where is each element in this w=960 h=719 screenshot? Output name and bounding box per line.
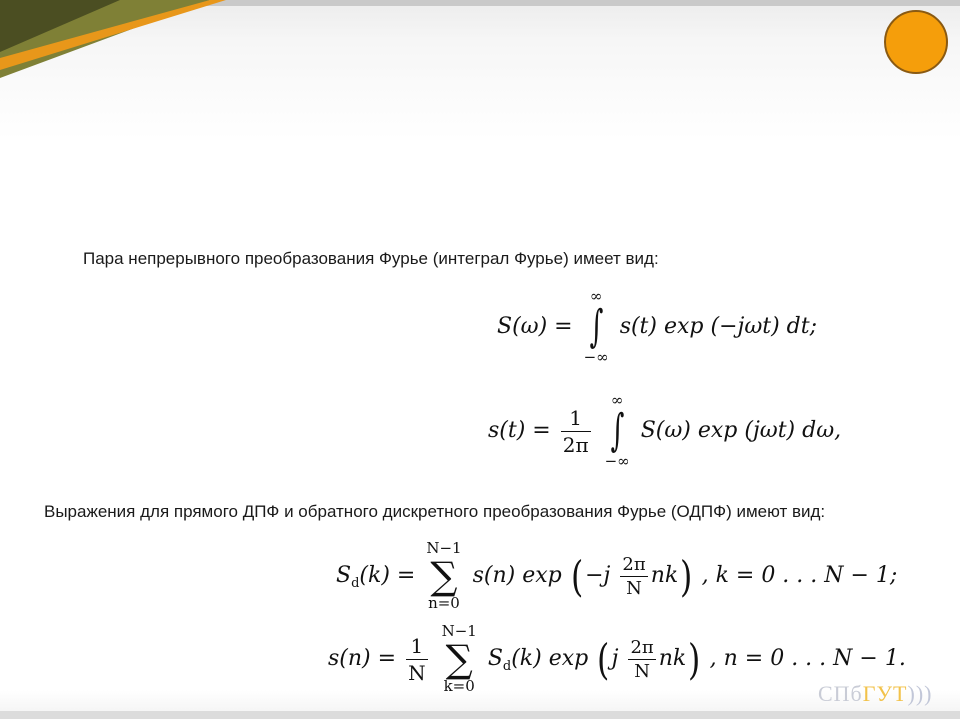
- fraction: [620, 554, 647, 599]
- fraction-numerator: 1: [561, 406, 591, 432]
- sum-sign: N−1 ∑ k=0: [441, 622, 477, 695]
- sum-upper-limit: N−1: [441, 622, 477, 640]
- formula-term: (k) exp: [511, 646, 589, 671]
- fraction-numerator: 1: [406, 634, 428, 660]
- formula-body: s(t) exp (−jωt) dt;: [619, 314, 818, 339]
- formula-body: S(ω) exp (jωt) dω,: [640, 418, 842, 443]
- formula-range: , n = 0 . . . N − 1.: [709, 646, 906, 671]
- formula-fourier-inverse: [488, 392, 841, 470]
- sum-sign: N−1 ∑ n=0: [426, 539, 462, 612]
- fraction-denominator: N: [634, 660, 650, 682]
- integral-lower-limit: −∞: [604, 452, 630, 470]
- fraction: [406, 634, 428, 685]
- formula-term: s(n) exp: [472, 563, 562, 588]
- formula-lhs: s(n) =: [328, 646, 397, 671]
- sum-lower-limit: k=0: [443, 677, 475, 695]
- orange-circle: [884, 10, 948, 74]
- formula-lhs-argument: (k) =: [359, 563, 416, 588]
- fraction-denominator: N: [626, 577, 642, 599]
- sum-lower-limit: n=0: [428, 594, 460, 612]
- formula-range: , k = 0 . . . N − 1;: [701, 563, 898, 588]
- university-logo: [818, 681, 932, 707]
- fraction: [561, 406, 591, 457]
- bottom-frame-strip: [0, 711, 960, 719]
- formula-term-symbol: S: [487, 646, 503, 671]
- exponent-prefix: j: [611, 646, 619, 671]
- exponent-prefix: −j: [585, 563, 611, 588]
- logo-text-1: СПб: [818, 681, 863, 706]
- fraction-numerator: 2π: [622, 553, 646, 575]
- corner-decoration: [0, 0, 960, 120]
- formula-dft: $S_d(k)$ = N−1 ∑ n=0 s(n) exp (−j $\frac{2\pi}{N}$ nk) , k = 0 . . . N − 1;: [336, 539, 898, 612]
- integral-upper-limit: ∞: [589, 287, 603, 305]
- intro-discrete-text: Выражения для прямого ДПФ и обратного дискретного преобразования Фурье (ОДПФ) имеют вид:: [44, 502, 826, 521]
- sum-upper-limit: N−1: [426, 539, 462, 557]
- intro-continuous-text: Пара непрерывного преобразования Фурье (интеграл Фурье) имеет вид:: [83, 249, 659, 268]
- formula-term-subscript: d: [502, 659, 512, 674]
- formula-idft: s(n) = $\frac{1}{N}$ N−1 ∑ k=0 $S_d(k)$ exp (j $\frac{2\pi}{N}$ nk) , n = 0 . . . N − 1.: [328, 622, 906, 695]
- fraction: [628, 637, 655, 682]
- formula-lhs-symbol: S: [336, 563, 352, 588]
- exponent-suffix: nk: [650, 563, 679, 588]
- integral-lower-limit: −∞: [583, 348, 609, 366]
- integral-sign: ∞ ∫ −∞: [604, 391, 630, 470]
- logo-text-2: ГУТ: [862, 681, 908, 706]
- integral-sign: ∞ ∫ −∞: [583, 287, 609, 366]
- formula-lhs: s(t) =: [488, 418, 551, 443]
- fraction-denominator: N: [408, 660, 426, 685]
- integral-upper-limit: ∞: [610, 391, 624, 409]
- formula-fourier-forward: [497, 288, 817, 366]
- formula-lhs: S(ω) =: [497, 314, 573, 339]
- formula-lhs-subscript: d: [351, 576, 360, 591]
- exponent-suffix: nk: [658, 646, 687, 671]
- fraction-denominator: 2π: [562, 432, 589, 457]
- logo-waves: ))): [907, 681, 933, 706]
- fraction-numerator: 2π: [630, 636, 654, 658]
